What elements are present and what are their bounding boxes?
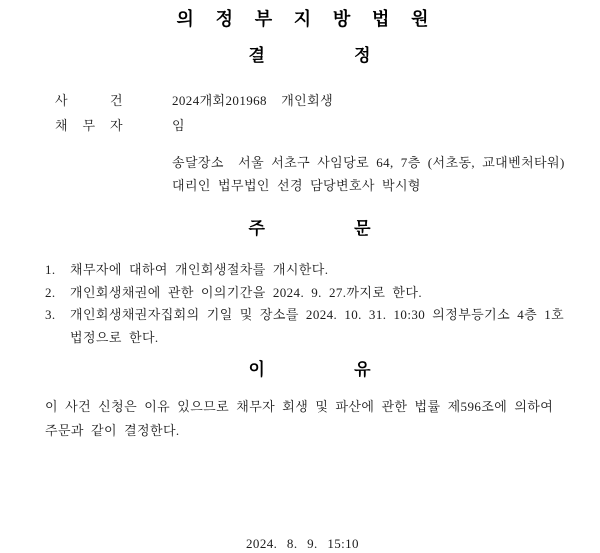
doc-type-char: 정 [354, 46, 371, 66]
order-heading-char: 주 [248, 219, 265, 239]
order-item-line: 개인회생채권에 관한 이의기간을 2024. 9. 27.까지로 한다. [70, 284, 423, 300]
court-name-heading [177, 9, 429, 31]
order-item-line: 법정으로 한다. [70, 329, 159, 345]
reason-line: 주문과 같이 결정한다. [45, 422, 180, 438]
court-name-char: 지 [293, 9, 312, 30]
debtor-label [55, 113, 123, 138]
court-name-char: 의 [176, 9, 194, 30]
order-item-3 [45, 304, 565, 349]
case-number-row [45, 88, 560, 113]
label-char: 채 [55, 118, 68, 133]
label-char: 무 [82, 118, 96, 133]
attorney-line: 대리인 법무법인 선경 담당변호사 박시형 [172, 178, 421, 193]
reason-paragraph [45, 395, 560, 442]
case-number-value: 2024개회201968 개인회생 [172, 93, 334, 108]
reason-heading-char: 이 [248, 360, 265, 380]
debtor-name-value: 임 [172, 118, 185, 133]
doc-type-char: 결 [248, 46, 265, 66]
court-name-char: 방 [332, 9, 351, 30]
order-item-text [70, 282, 422, 305]
order-heading-char: 문 [354, 219, 371, 239]
court-name-char: 원 [411, 9, 429, 30]
order-item-2 [45, 282, 560, 305]
document-type-heading [249, 46, 371, 67]
case-number-label [55, 88, 123, 113]
decision-datetime: 2024. 8. 9. 15:10 [246, 536, 359, 551]
order-item-text [70, 304, 564, 349]
order-item-number: 2. [45, 284, 56, 300]
order-item-line: 개인회생채권자집회의 기일 및 장소를 2024. 10. 31. 10:30 의정부등기소 4층 1호 [70, 307, 565, 322]
reason-heading-char: 유 [354, 360, 371, 380]
court-name-char: 법 [371, 9, 390, 30]
case-info-section [45, 88, 560, 138]
service-address-block [172, 151, 565, 197]
reason-line: 이 사건 신청은 이유 있으므로 채무자 회생 및 파산에 관한 법률 제596조에 의하여 [45, 399, 554, 414]
debtor-row [45, 113, 560, 138]
order-item-line: 채무자에 대하여 개인회생절차를 개시한다. [70, 262, 329, 277]
order-item-number: 3. [45, 307, 56, 322]
label-char: 건 [110, 93, 123, 108]
order-section-heading [249, 219, 371, 240]
court-name-char: 정 [215, 9, 233, 30]
reason-section-heading [249, 360, 371, 381]
court-name-char: 부 [254, 9, 273, 30]
order-item-1 [45, 259, 560, 282]
label-char: 사 [55, 93, 68, 108]
label-char: 자 [110, 118, 123, 133]
service-address-line: 송달장소 서울 서초구 사임당로 64, 7층 (서초동, 교대벤처타워) [172, 155, 565, 170]
order-items-list [45, 259, 565, 349]
order-item-text [70, 259, 328, 282]
order-item-number: 1. [45, 262, 56, 277]
